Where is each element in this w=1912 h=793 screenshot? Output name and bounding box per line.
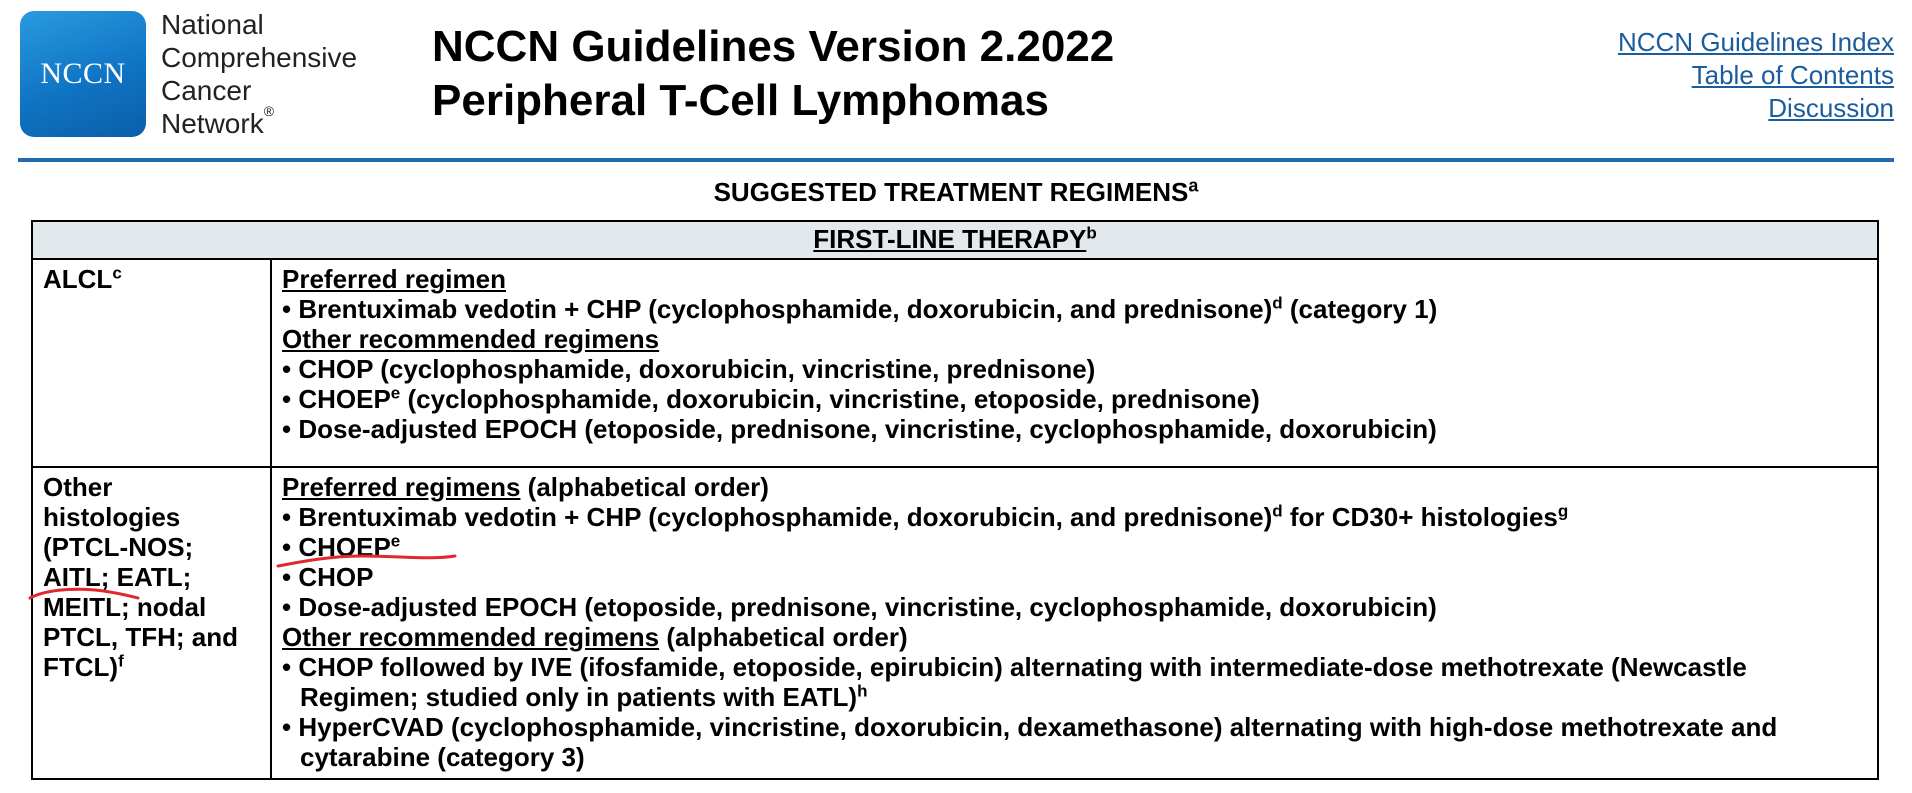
other-heading-row [282,622,1869,652]
footnote-ref: g [1557,501,1569,521]
preferred-heading: Preferred regimen [282,264,506,294]
histology-line: AITL; EATL; [43,562,192,592]
org-name-line: Comprehensive [161,42,358,73]
regimen-text: • Brentuximab vedotin + CHP (cyclophosphamide, doxorubicin, and prednisone) [282,502,1273,532]
preferred-heading-row [282,472,1869,502]
list-item [282,652,1869,712]
section-title-text: SUGGESTED TREATMENT REGIMENS [713,177,1189,207]
histology-line: Other [43,472,113,502]
regimen-text: • CHOP [282,562,374,592]
histology-line-text: FTCL) [43,652,119,682]
nccn-logo [20,11,146,137]
logo-text: NCCN [40,57,126,90]
list-item [282,502,1869,532]
regimen-text: • Dose-adjusted EPOCH (etoposide, prednisone, vincristine, cyclophosphamide, doxorubicin) [282,414,1437,444]
discussion-link[interactable]: Discussion [1768,93,1894,123]
histology-line: PTCL, TFH; and [43,622,238,652]
list-item [282,384,1869,414]
other-heading: Other recommended regimens [282,324,660,354]
section-title [0,177,1912,208]
org-name-line: Cancer [161,75,252,106]
table-of-contents-link[interactable]: Table of Contents [1691,60,1894,90]
histology-line: histologies [43,502,181,532]
table-row [32,467,1878,779]
regimen-text: • CHOP (cyclophosphamide, doxorubicin, vincristine, prednisone) [282,354,1096,384]
footnote-ref: e [390,383,401,403]
org-name-line: National [161,9,264,40]
histology-line [43,652,262,682]
list-item [282,354,1869,384]
list-item [282,592,1869,622]
header-divider [18,158,1894,162]
list-item [282,562,1869,592]
footnote-ref: c [112,263,122,283]
page-title [432,20,1114,128]
footnote-ref: d [1272,293,1283,313]
header-text: FIRST-LINE THERAPY [813,224,1087,254]
footnote-ref: a [1188,175,1199,196]
regimen-text-after: for CD30+ histologies [1282,502,1558,532]
table-header-row [32,221,1878,259]
nav-links [1618,26,1894,125]
regimen-text: • HyperCVAD (cyclophosphamide, vincristine, doxorubicin, dexamethasone) alternating with high-dose methotrexate and cytarabine (category 3) [282,712,1778,772]
regimen-text: • Dose-adjusted EPOCH (etoposide, prednisone, vincristine, cyclophosphamide, doxorubicin) [282,592,1437,622]
histology-line: MEITL; nodal [43,592,207,622]
regimens-table [31,220,1879,780]
list-item [282,414,1869,444]
histology-cell [32,259,271,467]
list-item [282,532,1869,562]
regimens-cell [271,467,1878,779]
footnote-ref: b [1086,223,1097,243]
footnote-ref: e [390,531,401,551]
regimen-text: • CHOP followed by IVE (ifosfamide, etoposide, epirubicin) alternating with intermediate-dose methotrexate (Newcastle Regimen; studied only in patients with EATL) [282,652,1747,712]
regimen-text: • CHOEP [282,384,391,414]
list-item [282,294,1869,324]
histology-cell [32,467,271,779]
other-heading: Other recommended regimens [282,622,660,652]
registered-mark: ® [263,103,275,119]
other-note: (alphabetical order) [659,622,908,652]
org-name-network: Network [161,108,264,139]
regimen-text-after: (category 1) [1282,294,1438,324]
preferred-note: (alphabetical order) [520,472,769,502]
guideline-topic: Peripheral T-Cell Lymphomas [432,76,1049,125]
list-item [282,712,1869,772]
regimens-cell [271,259,1878,467]
histology-label: ALCL [43,264,113,294]
regimen-text: • Brentuximab vedotin + CHP (cyclophosphamide, doxorubicin, and prednisone) [282,294,1273,324]
footnote-ref: d [1272,501,1283,521]
footnote-ref: f [118,651,124,671]
guidelines-version: NCCN Guidelines Version 2.2022 [432,22,1115,71]
guidelines-index-link[interactable]: NCCN Guidelines Index [1617,27,1894,57]
regimen-text-after: (cyclophosphamide, doxorubicin, vincristine, etoposide, prednisone) [400,384,1260,414]
preferred-heading: Preferred regimens [282,472,521,502]
organization-name [161,8,357,140]
table-row [32,259,1878,467]
org-name-line [161,103,357,140]
first-line-therapy-header [32,221,1878,259]
regimen-text: • CHOEP [282,532,391,562]
histology-line: (PTCL-NOS; [43,532,194,562]
footnote-ref: h [857,681,868,701]
